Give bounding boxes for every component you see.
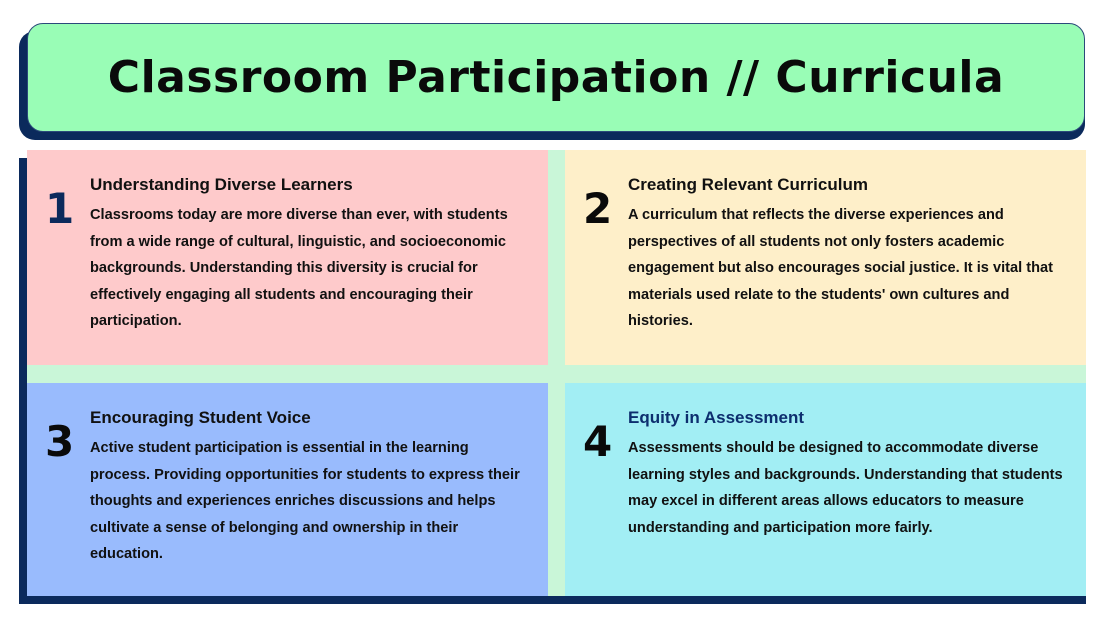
card-equity-in-assessment [565,383,1086,596]
card-heading: Creating Relevant Curriculum [628,175,868,194]
card-body: Active student participation is essential in the learning process. Providing opportunities for students to express their thoughts and experiences enriches discussions and helps cultivate a sense of belonging and ownership in their education. [90,440,520,562]
card-number: 2 [583,184,613,233]
card-heading: Equity in Assessment [628,408,805,427]
card-number: 1 [45,184,75,233]
card-body: Classrooms today are more diverse than ever, with students from a wide range of cultural, linguistic, and socioeconomic backgrounds. Understanding this diversity is crucial for effectively engaging all students and encouraging their participation. [90,207,508,329]
card-number: 4 [583,417,613,466]
title-banner [27,23,1085,132]
card-heading: Encouraging Student Voice [90,408,311,427]
card-body: A curriculum that reflects the diverse experiences and perspectives of all students not only fosters academic engagement but also encourages social justice. It is vital that materials used relate to the students' own cultures and histories. [628,207,1053,329]
page-title: Classroom Participation // Curricula [107,52,1005,103]
card-number: 3 [45,417,75,466]
card-heading: Understanding Diverse Learners [90,175,353,194]
card-encouraging-student-voice [27,383,548,596]
card-body: Assessments should be designed to accommodate diverse learning styles and backgrounds. Understanding that students may excel in different areas allows educators to measure understanding and participation more fairly. [628,440,1063,536]
card-understanding-diverse-learners [27,150,548,365]
card-creating-relevant-curriculum [565,150,1086,365]
